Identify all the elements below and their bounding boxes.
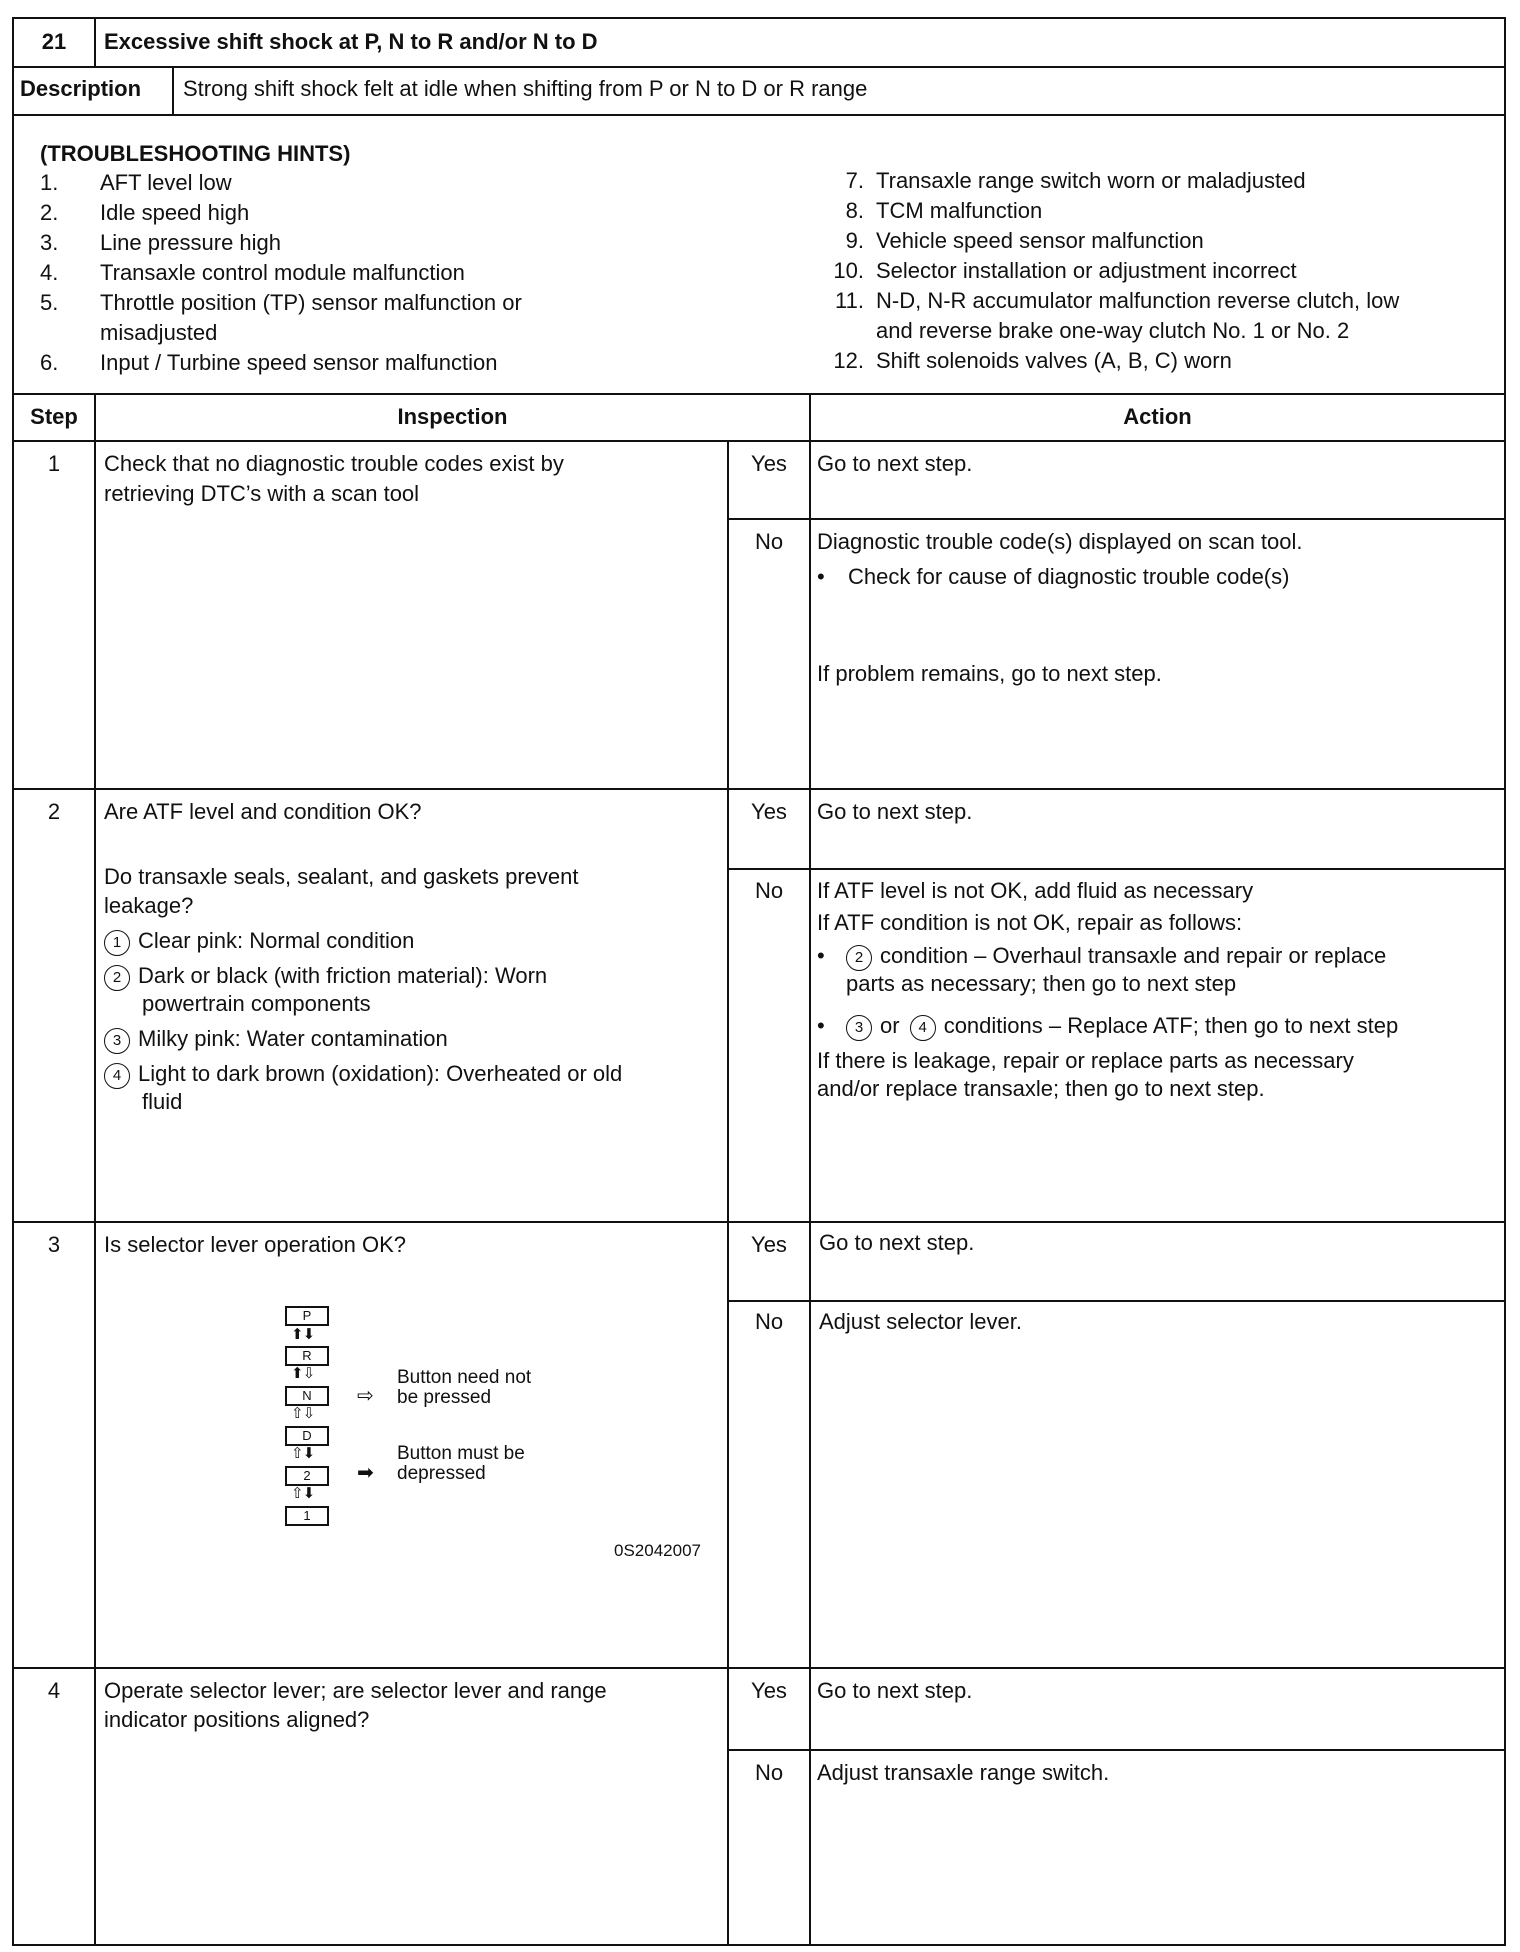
hint-number: 12. [833,348,864,373]
yes-action: Go to next step. [817,451,973,476]
circled-number-icon: 2 [104,965,130,991]
gear-position-r: R [285,1346,329,1366]
hint-text: Transaxle control module malfunction [100,260,465,285]
circled-number-icon: 2 [846,945,872,971]
hint-text: N-D, N-R accumulator malfunction reverse clutch, low [876,288,1400,313]
hint-text: Throttle position (TP) sensor malfunction or [100,290,522,315]
solid-arrow-icon: ➡ [357,1462,374,1484]
hint-text: Shift solenoids valves (A, B, C) worn [876,348,1232,373]
step-number: 1 [47,451,61,476]
step-number: 3 [47,1232,61,1257]
no-action-text: Adjust selector lever. [819,1309,1022,1334]
bullet-icon: • [817,564,825,589]
condition-item: 2 Dark or black (with friction material): Worn [104,961,547,991]
circled-number-icon: 4 [104,1063,130,1089]
solid-up-hollow-down-arrow-icon: ⬆⇩ [291,1365,315,1382]
no-label: No [754,1309,784,1334]
hint-text: Vehicle speed sensor malfunction [876,228,1204,253]
no-action-text: If problem remains, go to next step. [817,661,1162,686]
section-title: Excessive shift shock at P, N to R and/or N to D [104,29,598,54]
yes-label: Yes [751,799,787,824]
no-label: No [754,878,784,903]
hint-text: Line pressure high [100,230,282,255]
legend-solid: Button must be depressed [397,1443,525,1484]
hint-number: 2. [40,200,59,225]
circled-number-icon: 3 [846,1015,872,1041]
no-action-text: Diagnostic trouble code(s) displayed on scan tool. [817,529,1303,554]
gear-position-p: P [285,1306,329,1326]
condition-item: 1 Clear pink: Normal condition [104,926,414,956]
no-label: No [754,529,784,554]
inspection-text: leakage? [104,893,194,918]
hint-number: 1. [40,170,59,195]
hint-number: 4. [40,260,59,285]
condition-item: 4 Light to dark brown (oxidation): Overheated or old [104,1059,622,1089]
legend-hollow: Button need not be pressed [397,1367,532,1408]
no-action-bullet-continued: parts as necessary; then go to next step [846,971,1237,996]
description-label: Description [20,76,142,101]
no-label: No [754,1760,784,1785]
inspection-text: Do transaxle seals, sealant, and gaskets prevent [104,864,579,889]
gear-position-d: D [285,1426,329,1446]
hollow-up-down-arrow-icon: ⇧⇩ [291,1405,315,1422]
hint-text-continued: and reverse brake one-way clutch No. 1 or No. 2 [876,318,1350,343]
hint-text: AFT level low [100,170,232,195]
no-action-bullet: 3 or 4 conditions – Replace ATF; then go to next step [846,1011,1398,1041]
inspection-text: Check that no diagnostic trouble codes exist by [104,451,564,476]
hollow-up-solid-down-arrow-icon: ⇧⬇ [291,1445,315,1462]
bullet-icon: • [817,943,825,968]
hint-text: Idle speed high [100,200,250,225]
inspection-text: Is selector lever operation OK? [104,1232,407,1257]
hint-number: 3. [40,230,59,255]
condition-item: 3 Milky pink: Water contamination [104,1024,448,1054]
hint-text: Transaxle range switch worn or maladjusted [876,168,1306,193]
no-action-text: If ATF condition is not OK, repair as follows: [817,910,1243,935]
yes-label: Yes [751,451,787,476]
yes-action: Go to next step. [817,1678,973,1703]
hollow-up-solid-down-arrow-icon: ⇧⬇ [291,1485,315,1502]
yes-label: Yes [751,1678,787,1703]
no-action-text: and/or replace transaxle; then go to next step. [817,1076,1265,1101]
inspection-text: indicator positions aligned? [104,1707,370,1732]
column-header-step: Step [30,404,78,429]
inspection-text: Are ATF level and condition OK? [104,799,422,824]
no-action-text: If ATF level is not OK, add fluid as necessary [817,878,1254,903]
yes-label: Yes [751,1232,787,1257]
circled-number-icon: 3 [104,1028,130,1054]
hint-number: 6. [40,350,59,375]
hint-number: 11. [835,288,864,313]
bullet-icon: • [817,1013,825,1038]
hint-number: 7. [845,168,864,193]
no-action-text: Adjust transaxle range switch. [817,1760,1110,1785]
hint-text: TCM malfunction [876,198,1043,223]
condition-item-continued: powertrain components [142,991,371,1016]
gear-position-2: 2 [285,1466,329,1486]
description-text: Strong shift shock felt at idle when shifting from P or N to D or R range [183,76,868,101]
solid-up-down-arrow-icon: ⬆⬇ [291,1326,315,1343]
hint-text-continued: misadjusted [100,320,218,345]
selector-lever-diagram [285,1306,565,1536]
figure-code: 0S2042007 [614,1541,701,1560]
hint-number: 8. [845,198,864,223]
yes-action: Go to next step. [817,799,973,824]
condition-item-continued: fluid [142,1089,183,1114]
hint-number: 5. [40,290,59,315]
gear-position-n: N [285,1386,329,1406]
column-header-action: Action [1123,404,1192,429]
gear-position-1: 1 [285,1506,329,1526]
column-header-inspection: Inspection [397,404,508,429]
no-action-bullet: 2 condition – Overhaul transaxle and repair or replace [846,941,1386,971]
no-action-text: If there is leakage, repair or replace parts as necessary [817,1048,1354,1073]
hint-text: Selector installation or adjustment incorrect [876,258,1297,283]
hints-heading: (TROUBLESHOOTING HINTS) [40,141,351,166]
circled-number-icon: 1 [104,930,130,956]
no-action-bullet: Check for cause of diagnostic trouble code(s) [848,564,1290,589]
section-code: 21 [41,29,67,54]
hint-number: 9. [845,228,864,253]
step-number: 4 [47,1678,61,1703]
yes-action: Go to next step. [819,1230,975,1255]
hint-text: Input / Turbine speed sensor malfunction [100,350,498,375]
inspection-text: retrieving DTC’s with a scan tool [104,481,420,506]
circled-number-icon: 4 [910,1015,936,1041]
inspection-text: Operate selector lever; are selector lever and range [104,1678,607,1703]
hollow-arrow-icon: ⇨ [357,1385,374,1407]
hint-number: 10. [833,258,864,283]
step-number: 2 [47,799,61,824]
